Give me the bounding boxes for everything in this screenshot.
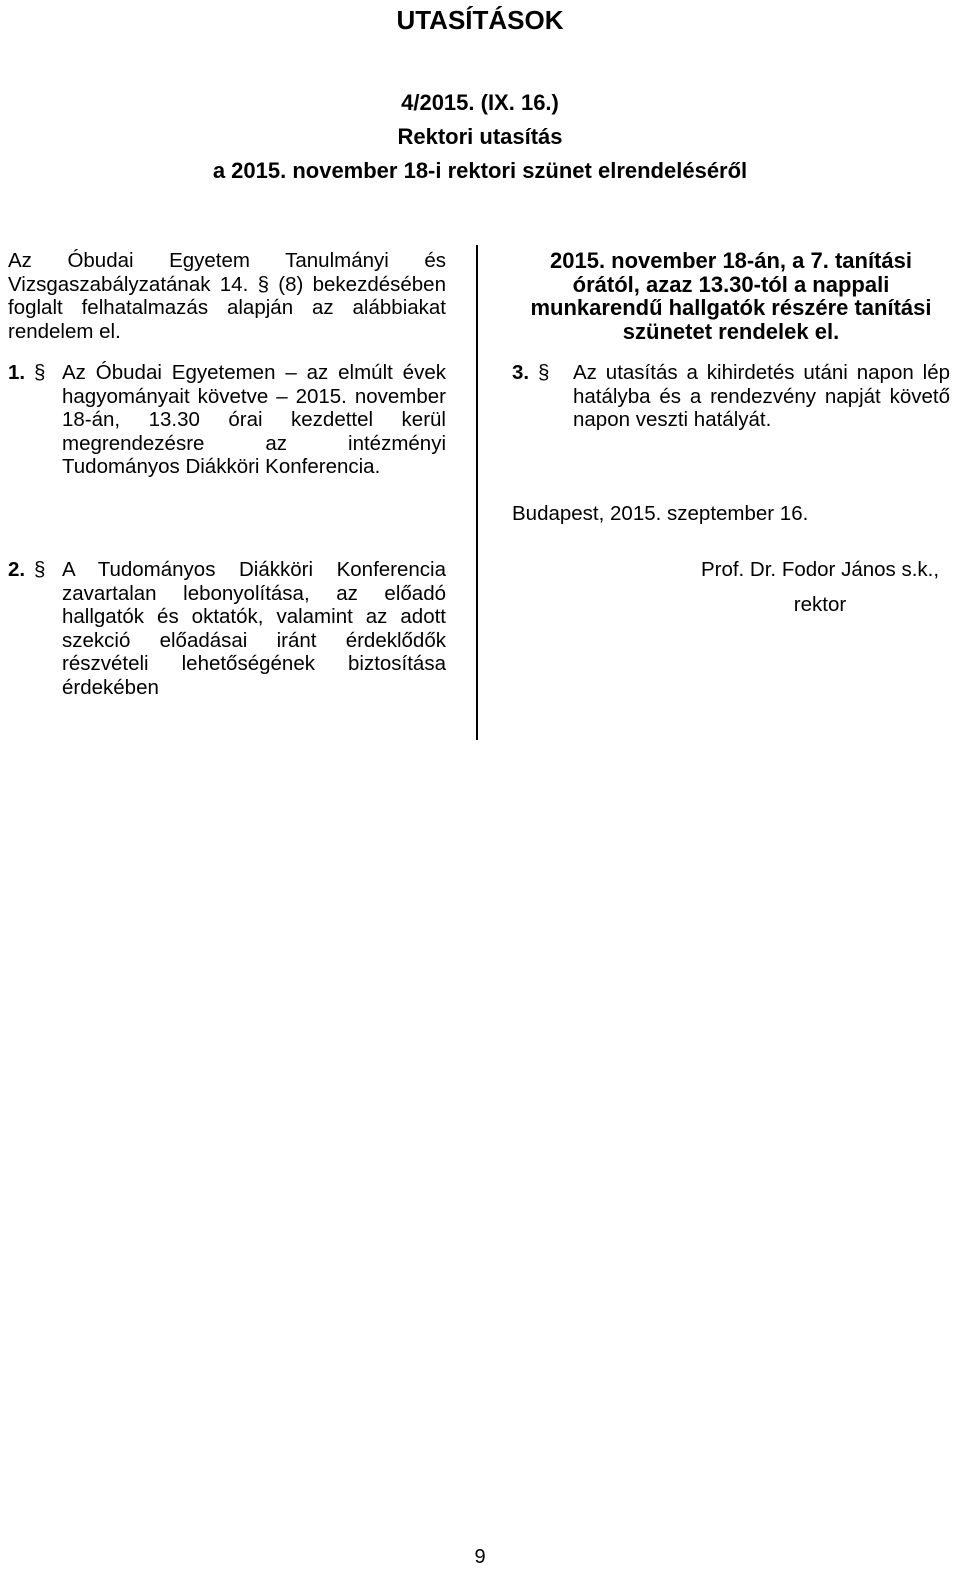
continuation-line: órától, azaz 13.30-tól a nappali [572, 271, 890, 297]
section-line: Tudományos Diákköri Konferencia. [62, 455, 381, 478]
section-symbol: § [538, 361, 550, 384]
section-symbol: § [34, 361, 46, 384]
intro-paragraph [8, 249, 446, 343]
intro-line: foglalt felhatalmazás alapján az alábbiakat [8, 296, 446, 319]
section-line: A Tudományos Diákköri Konferencia [62, 558, 446, 581]
continuation-line: szünetet rendelek el. [622, 318, 840, 344]
section-line: Az Óbudai Egyetemen – az elmúlt évek [62, 361, 446, 384]
section-line: zavartalan lebonyolítása, az előadó [62, 581, 446, 605]
section-title: UTASÍTÁSOK [396, 5, 564, 35]
continuation-line: munkarendű hallgatók részére tanítási [530, 295, 932, 320]
signatory-title: rektor [793, 593, 847, 616]
section-line: hallgatók és oktatók, valamint az adott [62, 605, 446, 628]
column-divider [476, 245, 478, 740]
section-line: szekció előadásai iránt érdeklődők [62, 628, 446, 652]
section-line: 18-án, 13.30 órai kezdettel kerül [62, 408, 446, 431]
section-line: megrendezésre az intézményi [62, 431, 446, 455]
continuation-line: 2015. november 18-án, a 7. tanítási [550, 248, 912, 273]
section-line: érdekében [62, 675, 159, 699]
intro-line: rendelem el. [8, 319, 121, 343]
section-line: hagyományait követve – 2015. november [62, 384, 446, 408]
intro-line: Vizsgaszabályzatának 14. § (8) bekezdésében [8, 272, 446, 296]
section-number: 3. [512, 361, 530, 384]
document-subject: a 2015. november 18-i rektori szünet elrendeléséről [212, 158, 748, 183]
section-line: részvételi lehetőségének biztosítása [62, 652, 446, 675]
section-1 [8, 361, 446, 479]
section-3 [512, 361, 950, 432]
section-number: 1. [8, 361, 26, 384]
section-2-continuation [512, 249, 950, 343]
section-number: 2. [8, 558, 26, 581]
section-line: Az utasítás a kihirdetés utáni napon lép [573, 361, 950, 384]
section-line: hatályba és a rendezvény napját követő [573, 384, 950, 408]
document-heading [0, 86, 960, 188]
section-2 [8, 558, 446, 699]
document-number: 4/2015. (IX. 16.) [401, 90, 559, 115]
place-date: Budapest, 2015. szeptember 16. [512, 502, 809, 525]
section-symbol: § [34, 558, 46, 581]
signatory-name: Prof. Dr. Fodor János s.k., [700, 558, 940, 581]
document-type: Rektori utasítás [397, 124, 563, 149]
intro-line: Az Óbudai Egyetem Tanulmányi és [8, 249, 446, 272]
section-line: napon veszti hatályát. [573, 408, 772, 431]
page-number: 9 [474, 1546, 486, 1568]
